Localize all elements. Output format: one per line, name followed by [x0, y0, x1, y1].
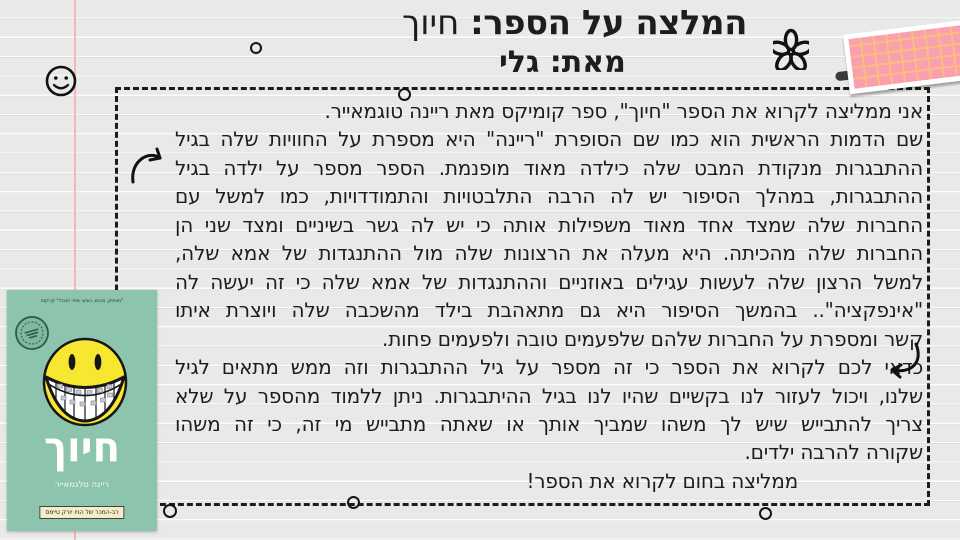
- body-line: החברות שלה מהכיתה. היא מעלה את הרצונות שלה מול ההתנגדות של אמא שלה,: [175, 241, 923, 266]
- curved-arrow-left-icon: [882, 339, 922, 381]
- title-label: המלצה על הספר:: [470, 3, 747, 43]
- body-line: שלנו, ויכול לעזור לנו בקשיים שהיו לנו בגיל ההיתבגרות. ניתן ללמוד מהספר על שלא: [175, 383, 923, 408]
- title-byline: מאת: גלי: [498, 45, 626, 80]
- circle-doodle-icon: [398, 88, 411, 101]
- body-line: ההתבגרות, במהלך הסיפור יש לה הרבה התלבטויות והתמודדויות, כמו למשל עם: [175, 184, 923, 209]
- smiley-braces-icon: [41, 336, 129, 428]
- circle-doodle-icon: [347, 496, 360, 509]
- body-line: קשר ומספרת על החברות שלהם שלפעמים טובה ולפעמים פחות.: [382, 326, 923, 351]
- book-cover: [7, 290, 157, 531]
- grid-sticker: [843, 18, 960, 95]
- flower-doodle-icon: [773, 28, 809, 70]
- body-line: "אינפקציה".. בהמשך הסיפור היא גם מתאהבת בילד מהשכבה שלה ויוצרת איתו: [175, 298, 923, 323]
- body-line: החברות שלה שמצד אחד מאוד משפילות אותה כי יש לה גשר בשיניים ומצד שני הן: [175, 212, 923, 237]
- smiley-doodle-icon: [44, 64, 78, 98]
- body-text: [175, 97, 923, 495]
- book-cover-quote: "מצחיק, מרגש, כובש. ספר חובה!" קירקוס: [40, 299, 124, 304]
- body-line: שם הדמות הראשית הוא כמו שם הסופרת "ריינה" היא מספרת על החוויות שלה בגיל: [175, 127, 923, 152]
- body-line: ממליצה בחום לקרוא את הספר!: [526, 468, 798, 493]
- body-line: למשל הרצון שלה לעשות עגילים באוזניים וההתנגדות של אמא שלה כי זה יעשה לה: [175, 269, 923, 294]
- circle-doodle-icon: [250, 42, 262, 54]
- book-cover-author: ריינה טלגמאייר: [54, 480, 110, 490]
- body-line: אני ממליצה לקרוא את הספר "חיוך", ספר קומיקס מאת ריינה טוגמאייר.: [324, 99, 923, 123]
- title-line: [402, 0, 747, 46]
- title-book-name: חיוך: [401, 3, 460, 43]
- body-line: ההתבגרות מנקודת המבט שלה כילדה מאוד מופנמת. הספר מספר על ילדה בגיל: [175, 155, 923, 180]
- circle-doodle-icon: [163, 504, 177, 518]
- curved-arrow-right-icon: [128, 147, 166, 187]
- slide-title: [402, 0, 747, 80]
- circle-doodle-icon: [759, 507, 772, 520]
- body-line: שקורה להרבה ילדים.: [744, 440, 923, 465]
- body-line: צריך להתבייש שיש לך משהו שמביך אותך או שאתה מתבייש מי זה, כי זה משהו: [175, 411, 923, 436]
- body-line: כדאי לכם לקרוא את הספר כי זה מספר על גיל ההתבגרות וזה ממש מתאים לגיל: [175, 355, 923, 380]
- book-cover-banner: רב-המכר של הניו יורק טיימס: [39, 506, 124, 519]
- book-cover-title: חיוך: [43, 424, 121, 472]
